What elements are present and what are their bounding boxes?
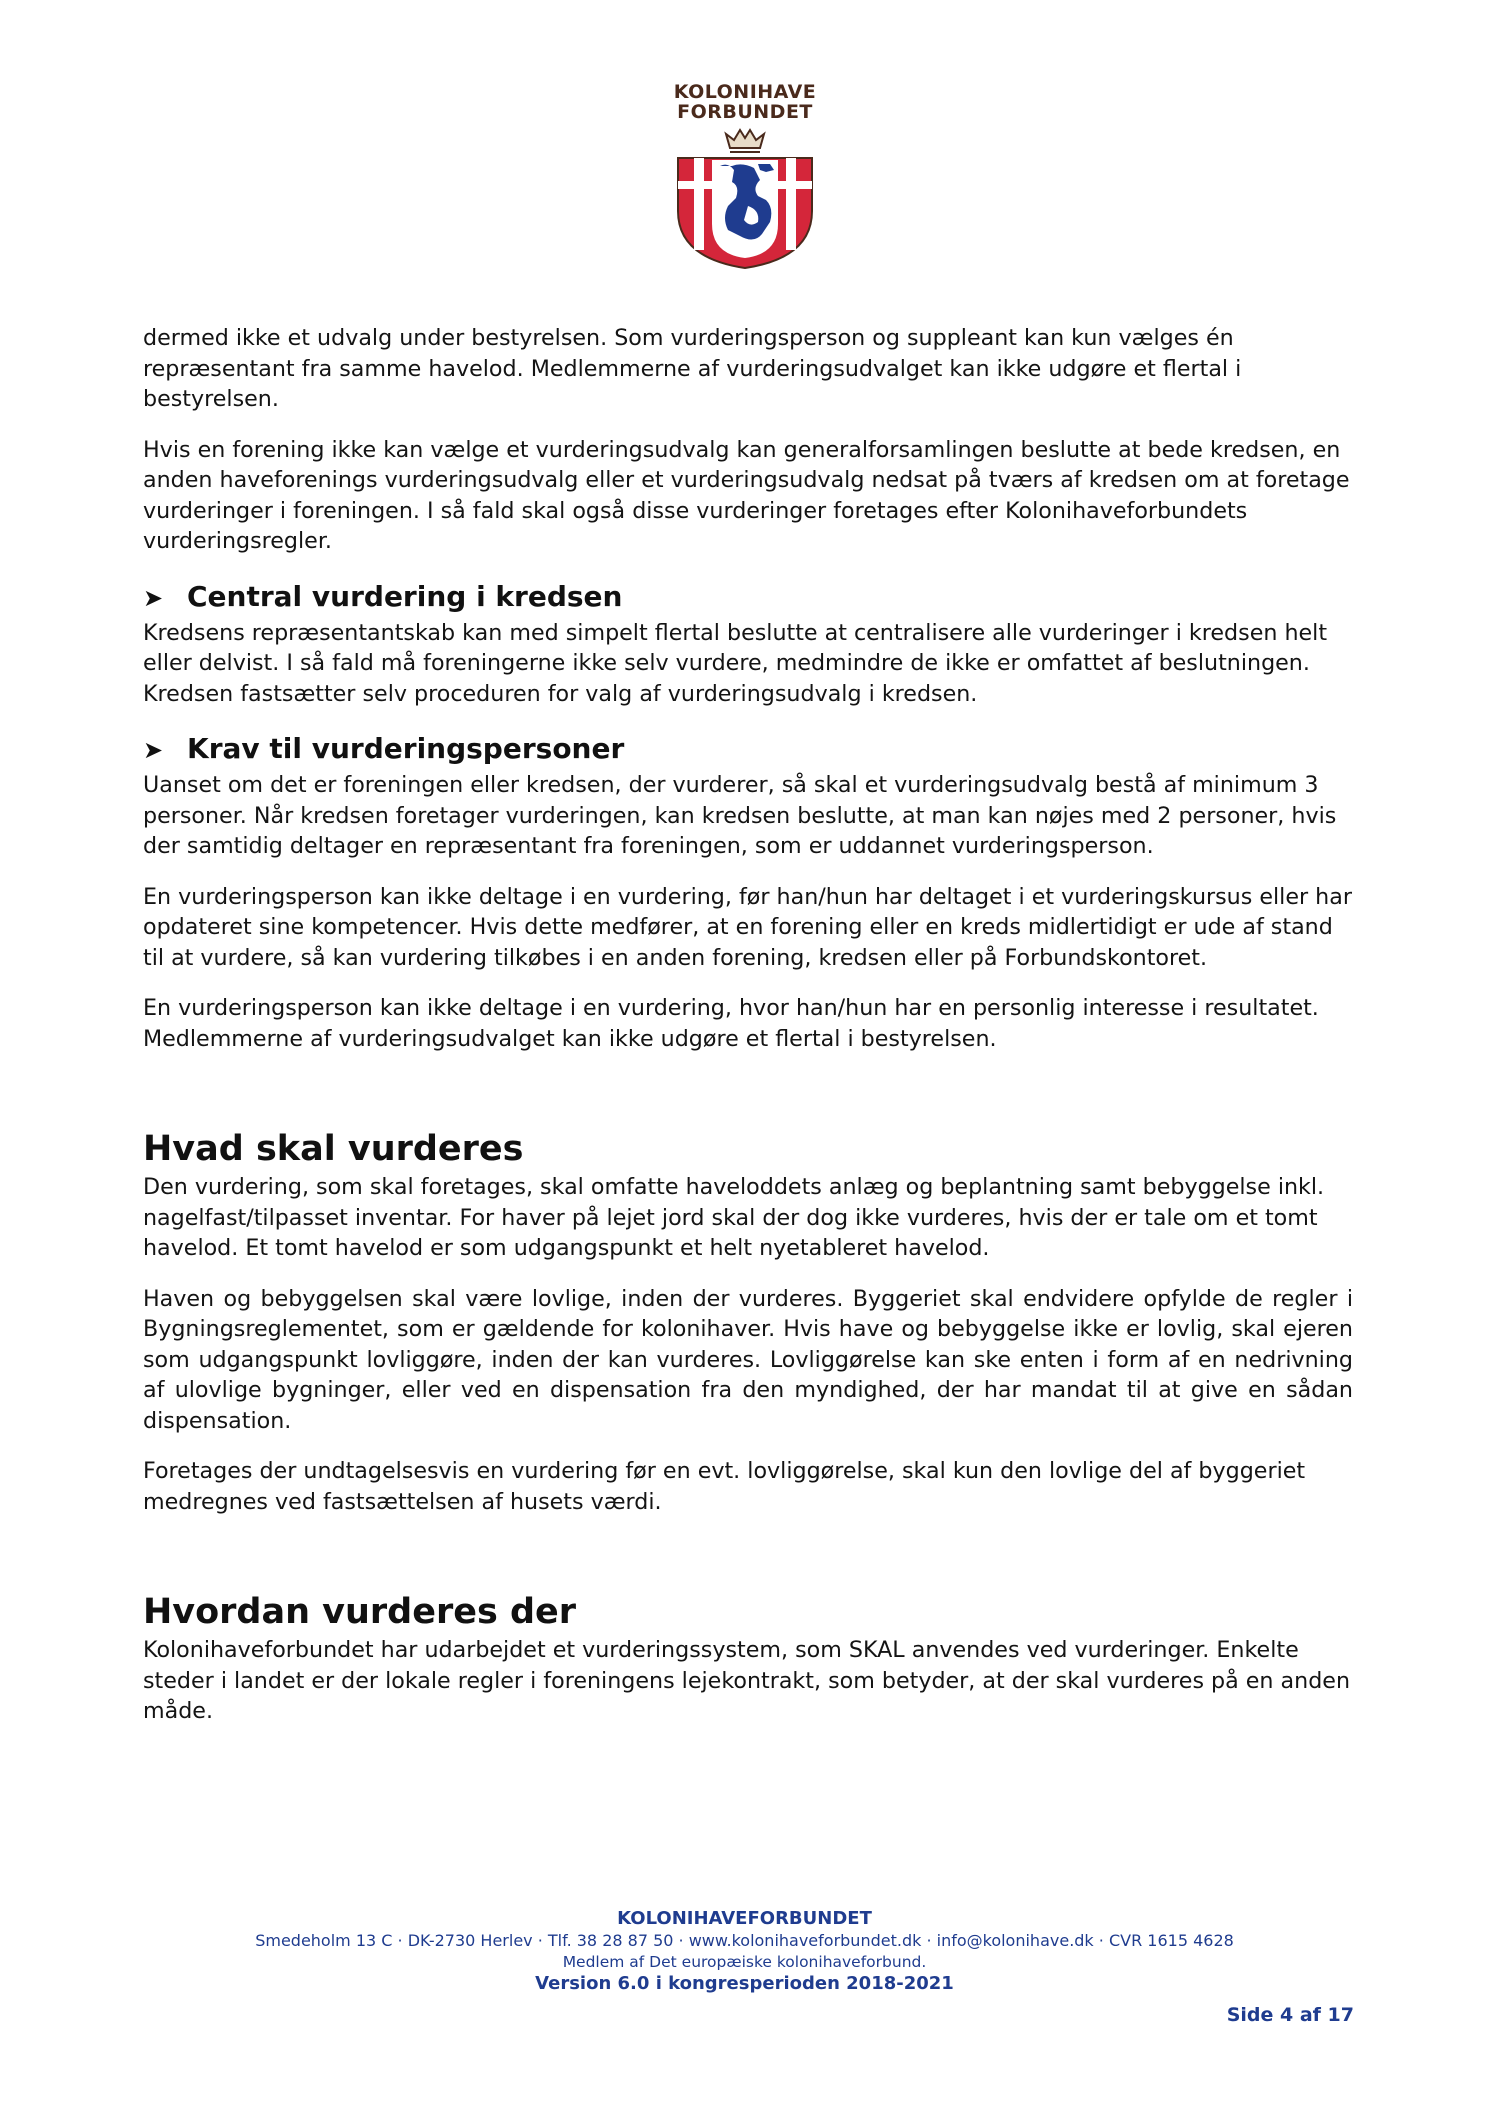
paragraph: Haven og bebyggelsen skal være lovlige, inden der vurderes. Byggeriet skal endvidere opfylde de regler i Bygningsreglementet, som er gældende for kolonihaver. Hvis have og bebyggelse ikke er lovlig, skal ejeren som udgangspunkt lovliggøre, inden der kan vurderes. Lovliggørelse kan ske enten i form af en nedrivning af ulovlige bygninger, eller ved en dispensation fra den myndighed, der har mandat til at give en sådan dispensation. [143,1285,1353,1434]
paragraph: En vurderingsperson kan ikke deltage i en vurdering, hvor han/hun har en personlig interesse i resultatet. Medlemmerne af vurderingsudvalget kan ikke udgøre et flertal i bestyrelsen. [143,995,1319,1052]
document-body [143,323,1353,1747]
footer-address: Smedeholm 13 C · DK-2730 Herlev · Tlf. 38 28 87 50 · www.kolonihaveforbundet.dk · info@kolonihave.dk · CVR 1615 4628 [255,1931,1234,1950]
logo-text-line1: KOLONIHAVE [673,81,817,103]
crest-icon [670,126,820,271]
paragraph: Den vurdering, som skal foretages, skal omfatte haveloddets anlæg og beplantning samt bebyggelse inkl. nagelfast/tilpasset inventar. For haver på lejet jord skal der dog ikke vurderes, hvis der er tale om et tomt havelod. Et tomt havelod er som udgangspunkt et helt nyetableret havelod. [143,1174,1325,1261]
footer-membership: Medlem af Det europæiske kolonihaveforbund. [562,1953,927,1971]
footer-version: Version 6.0 i kongresperioden 2018-2021 [535,1973,954,1994]
footer-org-name: KOLONIHAVEFORBUNDET [617,1908,872,1929]
paragraph: Hvis en forening ikke kan vælge et vurderingsudvalg kan generalforsamlingen beslutte at bede kredsen, en anden haveforenings vurderingsudvalg eller et vurderingsudvalg nedsat på tværs af kredsen om at foretage vurderinger i foreningen. I så fald skal også disse vurderinger foretages efter Kolonihaveforbundets vurderingsregler. [143,436,1350,554]
heading-hvordan-vurderes-der: Hvordan vurderes der [143,1592,577,1632]
heading-hvad-skal-vurderes: Hvad skal vurderes [143,1129,524,1169]
subheading-krav [143,729,1353,770]
subheading-text: Central vurdering i kredsen [187,579,623,613]
subheading-text: Krav til vurderingspersoner [187,732,625,765]
paragraph: Foretages der undtagelsesvis en vurdering før en evt. lovliggørelse, skal kun den lovlige del af byggeriet medregnes ved fastsættelsen af husets værdi. [143,1458,1306,1515]
paragraph: dermed ikke et udvalg under bestyrelsen. Som vurderingsperson og suppleant kan kun vælges én repræsentant fra samme havelod. Medlemmerne af vurderingsudvalget kan ikke udgøre et flertal i bestyrelsen. [143,325,1242,412]
paragraph: Kredsens repræsentantskab kan med simpelt flertal beslutte at centralisere alle vurderinger i kredsen helt eller delvist. I så fald må foreningerne ikke selv vurdere, medmindre de ikke er omfattet af beslutningen. Kredsen fastsætter selv proceduren for valg af vurderingsudvalg i kredsen. [143,619,1328,707]
kolonihaveforbundet-logo [661,82,829,271]
logo-text-line2: FORBUNDET [677,101,813,123]
paragraph: Kolonihaveforbundet har udarbejdet et vurderingssystem, som SKAL anvendes ved vurderinger. Enkelte steder i landet er der lokale regler i foreningens lejekontrakt, som betyder, at der skal vurderes på en anden måde. [143,1637,1351,1724]
arrowhead-bullet-icon: ➤ [143,736,164,764]
subheading-central-vurdering [143,577,1353,618]
page-footer [0,1908,1489,1995]
page-number: Side 4 af 17 [1226,2004,1354,2026]
paragraph: En vurderingsperson kan ikke deltage i en vurdering, før han/hun har deltaget i et vurderingskursus eller har opdateret sine kompetencer. Hvis dette medfører, at en forening eller en kreds midlertidigt er ude af stand til at vurdere, så kan vurdering tilkøbes i en anden forening, kredsen eller på Forbundskontoret. [143,883,1352,971]
arrowhead-bullet-icon: ➤ [143,583,164,612]
paragraph: Uanset om det er foreningen eller kredsen, der vurderer, så skal et vurderingsudvalg bestå af minimum 3 personer. Når kredsen foretager vurderingen, kan kredsen beslutte, at man kan nøjes med 2 personer, hvis der samtidig deltager en repræsentant fra foreningen, som er uddannet vurderingsperson. [143,772,1337,859]
